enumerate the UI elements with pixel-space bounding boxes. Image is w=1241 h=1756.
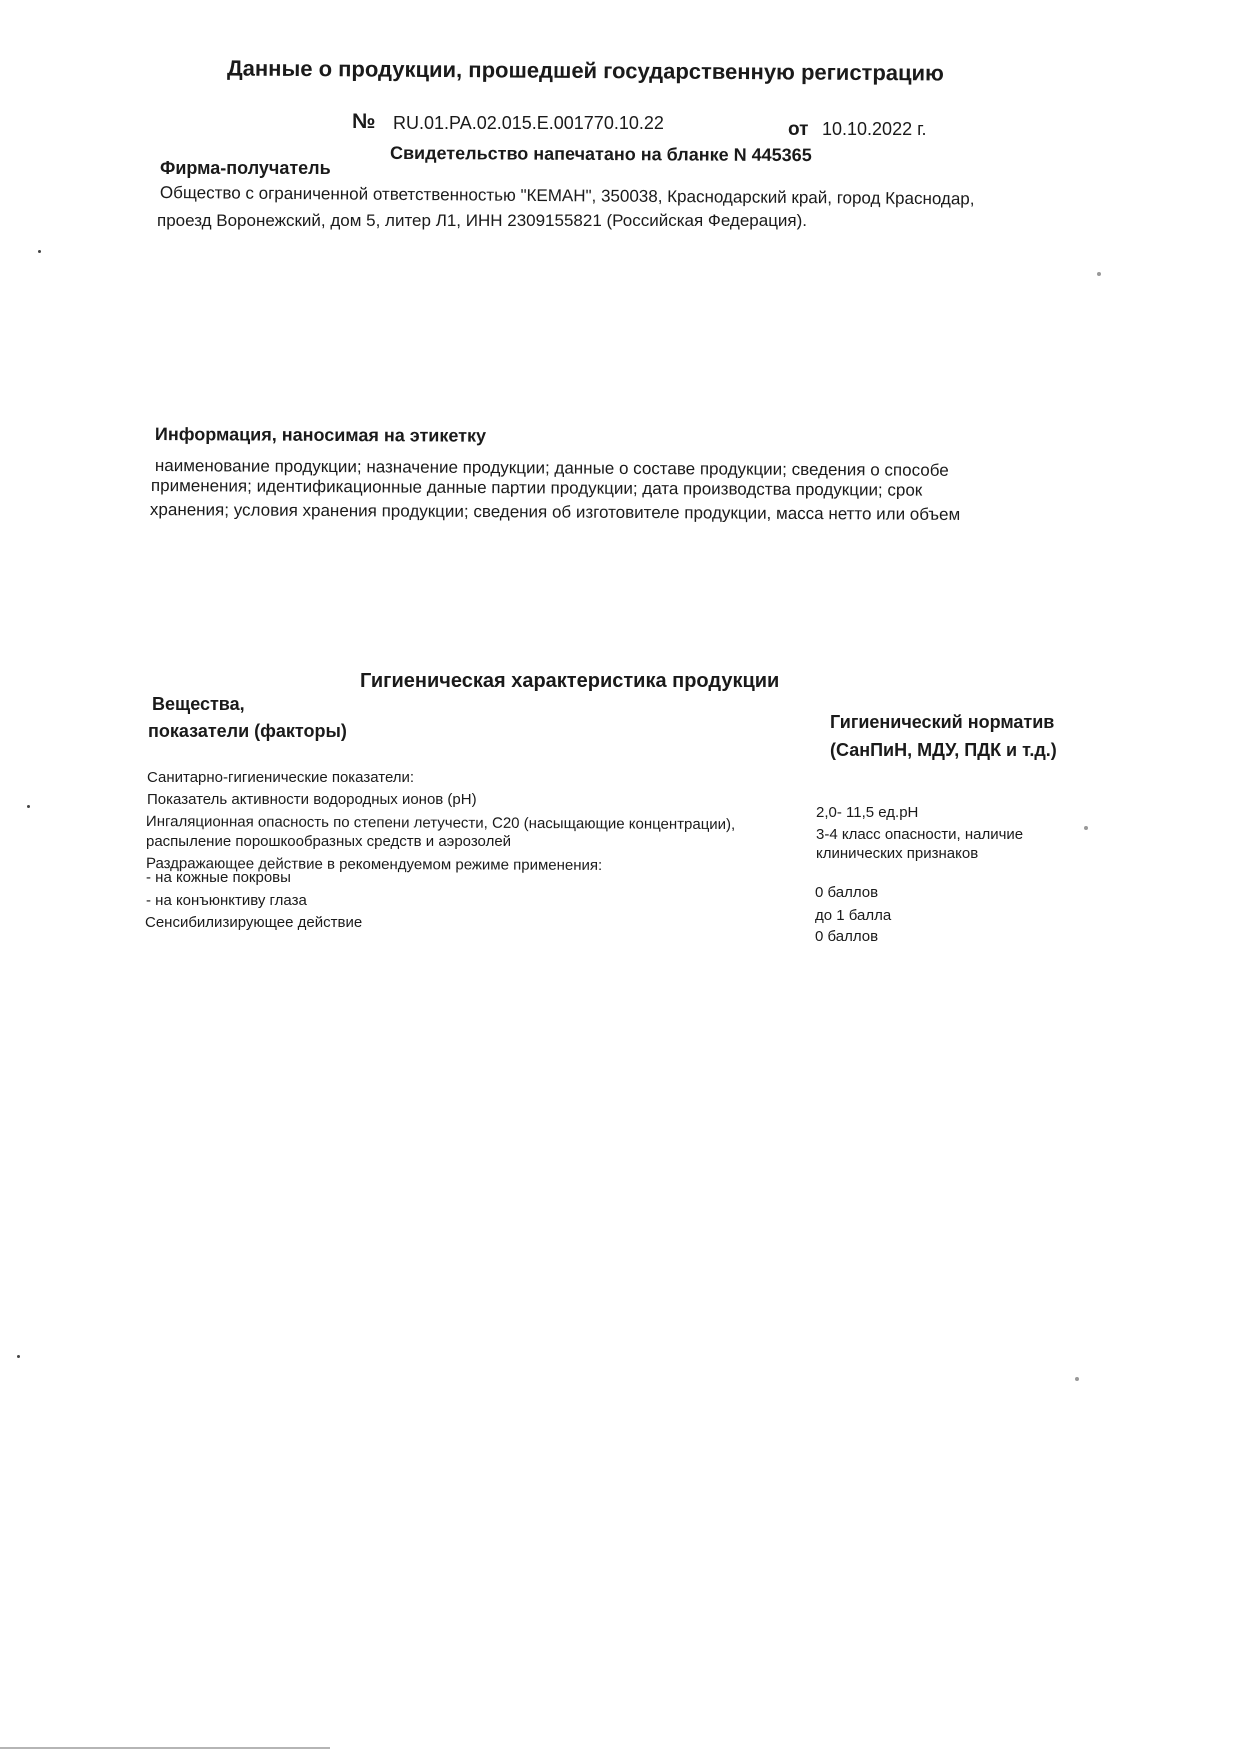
- hygiene-left-row: - на конъюнктиву глаза: [146, 892, 307, 909]
- hygiene-left-row: - на кожные покровы: [146, 869, 291, 886]
- hygiene-left-row: распыление порошкообразных средств и аэрозолей: [146, 833, 512, 850]
- recipient-label: Фирма-получатель: [160, 158, 331, 178]
- hygiene-left-row: Ингаляционная опасность по степени летучести, С20 (насыщающие концентрации),: [145, 813, 736, 834]
- date-prefix: от: [788, 119, 809, 140]
- hygiene-col-right-line-2: (СанПиН, МДУ, ПДК и т.д.): [830, 740, 1057, 760]
- registration-date: 10.10.2022 г.: [822, 119, 927, 139]
- form-number-line: Свидетельство напечатано на бланке N 445365: [389, 142, 812, 166]
- scan-speck: [38, 250, 41, 253]
- hygiene-right-row: 2,0- 11,5 ед.pH: [816, 804, 919, 821]
- scan-speck: [1075, 1377, 1079, 1381]
- label-info-title: Информация, наносимая на этикетку: [154, 424, 487, 446]
- number-prefix: №: [352, 110, 376, 133]
- label-info-line-1: наименование продукции; назначение продукции; данные о составе продукции; сведения о способе: [154, 456, 949, 480]
- recipient-line-1: Общество с ограниченной ответственностью "КЕМАН", 350038, Краснодарский край, город Краснодар,: [159, 183, 975, 209]
- recipient-line-2: проезд Воронежский, дом 5, литер Л1, ИНН 2309155821 (Российская Федерация).: [157, 211, 808, 230]
- hygiene-right-row: 0 баллов: [815, 884, 879, 901]
- document-title: Данные о продукции, прошедшей государственную регистрацию: [226, 55, 944, 86]
- label-info-line-3: хранения; условия хранения продукции; сведения об изготовителе продукции, масса нетто или объем: [149, 500, 961, 524]
- hygiene-left-row: Раздражающее действие в рекомендуемом режиме применения:: [145, 855, 603, 874]
- hygiene-col-left-line-2: показатели (факторы): [148, 721, 347, 741]
- scan-speck: [17, 1355, 20, 1358]
- hygiene-right-row: 0 баллов: [815, 928, 879, 945]
- scan-edge-line: [0, 1747, 330, 1749]
- hygiene-right-row: 3-4 класс опасности, наличие: [816, 826, 1024, 843]
- hygiene-right-row: клинических признаков: [816, 845, 979, 862]
- scan-speck: [27, 805, 30, 808]
- scan-speck: [1097, 272, 1101, 276]
- hygiene-section-title: Гигиеническая характеристика продукции: [360, 670, 780, 692]
- label-info-line-2: применения; идентификационные данные партии продукции; дата производства продукции; срок: [150, 476, 923, 500]
- hygiene-left-row: Сенсибилизирующее действие: [145, 914, 363, 931]
- hygiene-col-left-line-1: Вещества,: [152, 694, 245, 714]
- hygiene-right-row: до 1 балла: [815, 907, 892, 924]
- registration-number: RU.01.PA.02.015.E.001770.10.22: [393, 113, 664, 133]
- hygiene-left-row: Санитарно-гигиенические показатели:: [147, 769, 415, 786]
- scan-speck: [1084, 826, 1088, 830]
- hygiene-left-row: Показатель активности водородных ионов (pH): [147, 791, 477, 808]
- hygiene-col-right-line-1: Гигиенический норматив: [830, 712, 1055, 732]
